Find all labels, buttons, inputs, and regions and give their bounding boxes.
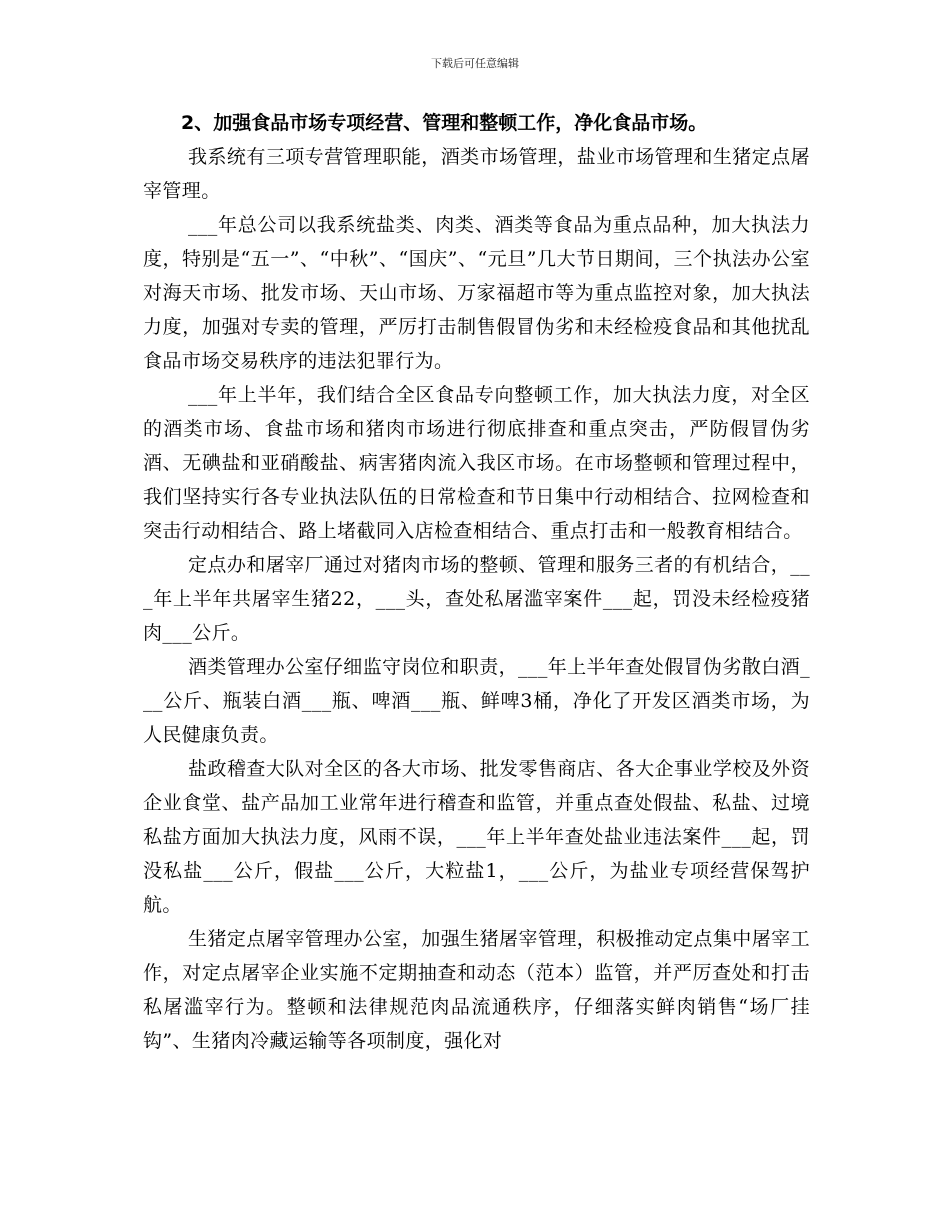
paragraph-7: 生猪定点屠宰管理办公室，加强生猪屠宰管理，积极推动定点集中屠宰工作，对定点屠宰企业实施不定期抽查和动态（范本）监管，并严厉查处和打击私屠滥宰行为。整顿和法律规范肉品流通秩序，仔细落实鲜肉销售“场厂挂钩”、生猪肉冷藏运输等各项制度，强化对 [143,928,810,1052]
document-body [143,106,810,1058]
paragraph-1: 我系统有三项专营管理职能，酒类市场管理，盐业市场管理和生猪定点屠宰管理。 [143,146,810,202]
section-title: 2、加强食品市场专项经营、管理和整顿工作，净化食品市场。 [181,112,708,134]
paragraph-6: 盐政稽查大队对全区的各大市场、批发零售商店、各大企事业学校及外资企业食堂、盐产品加工业常年进行稽查和监管，并重点查处假盐、私盐、过境私盐方面加大执法力度，风雨不误，___年上半年查处盐业违法案件___起，罚没私盐___公斤，假盐___公斤，大粒盐1，___公斤，为盐业专项经营保驾护航。 [143,758,810,916]
paragraph-2: ___年总公司以我系统盐类、肉类、酒类等食品为重点品种，加大执法力度，特别是“五一”、“中秋”、“国庆”、“元旦”几大节日期间，三个执法办公室对海天市场、批发市场、天山市场、万家福超市等为重点监控对象，加大执法力度，加强对专卖的管理，严厉打击制售假冒伪劣和未经检疫食品和其他扰乱食品市场交易秩序的违法犯罪行为。 [143,214,810,372]
paragraph-5: 酒类管理办公室仔细监守岗位和职责，___年上半年查处假冒伪劣散白酒___公斤、瓶装白酒___瓶、啤酒___瓶、鲜啤3桶，净化了开发区酒类市场，为人民健康负责。 [143,656,810,746]
header-note: 下载后可任意编辑 [431,57,519,70]
paragraph-4: 定点办和屠宰厂通过对猪肉市场的整顿、管理和服务三者的有机结合，___年上半年共屠宰生猪22，___头，查处私屠滥宰案件___起，罚没未经检疫猪肉___公斤。 [143,554,810,644]
paragraph-3: ___年上半年，我们结合全区食品专向整顿工作，加大执法力度，对全区的酒类市场、食盐市场和猪肉市场进行彻底排查和重点突击，严防假冒伪劣酒、无碘盐和亚硝酸盐、病害猪肉流入我区市场。在市场整顿和管理过程中，我们坚持实行各专业执法队伍的日常检查和节日集中行动相结合、拉网检查和突击行动相结合、路上堵截同入店检查相结合、重点打击和一般教育相结合。 [143,384,810,542]
